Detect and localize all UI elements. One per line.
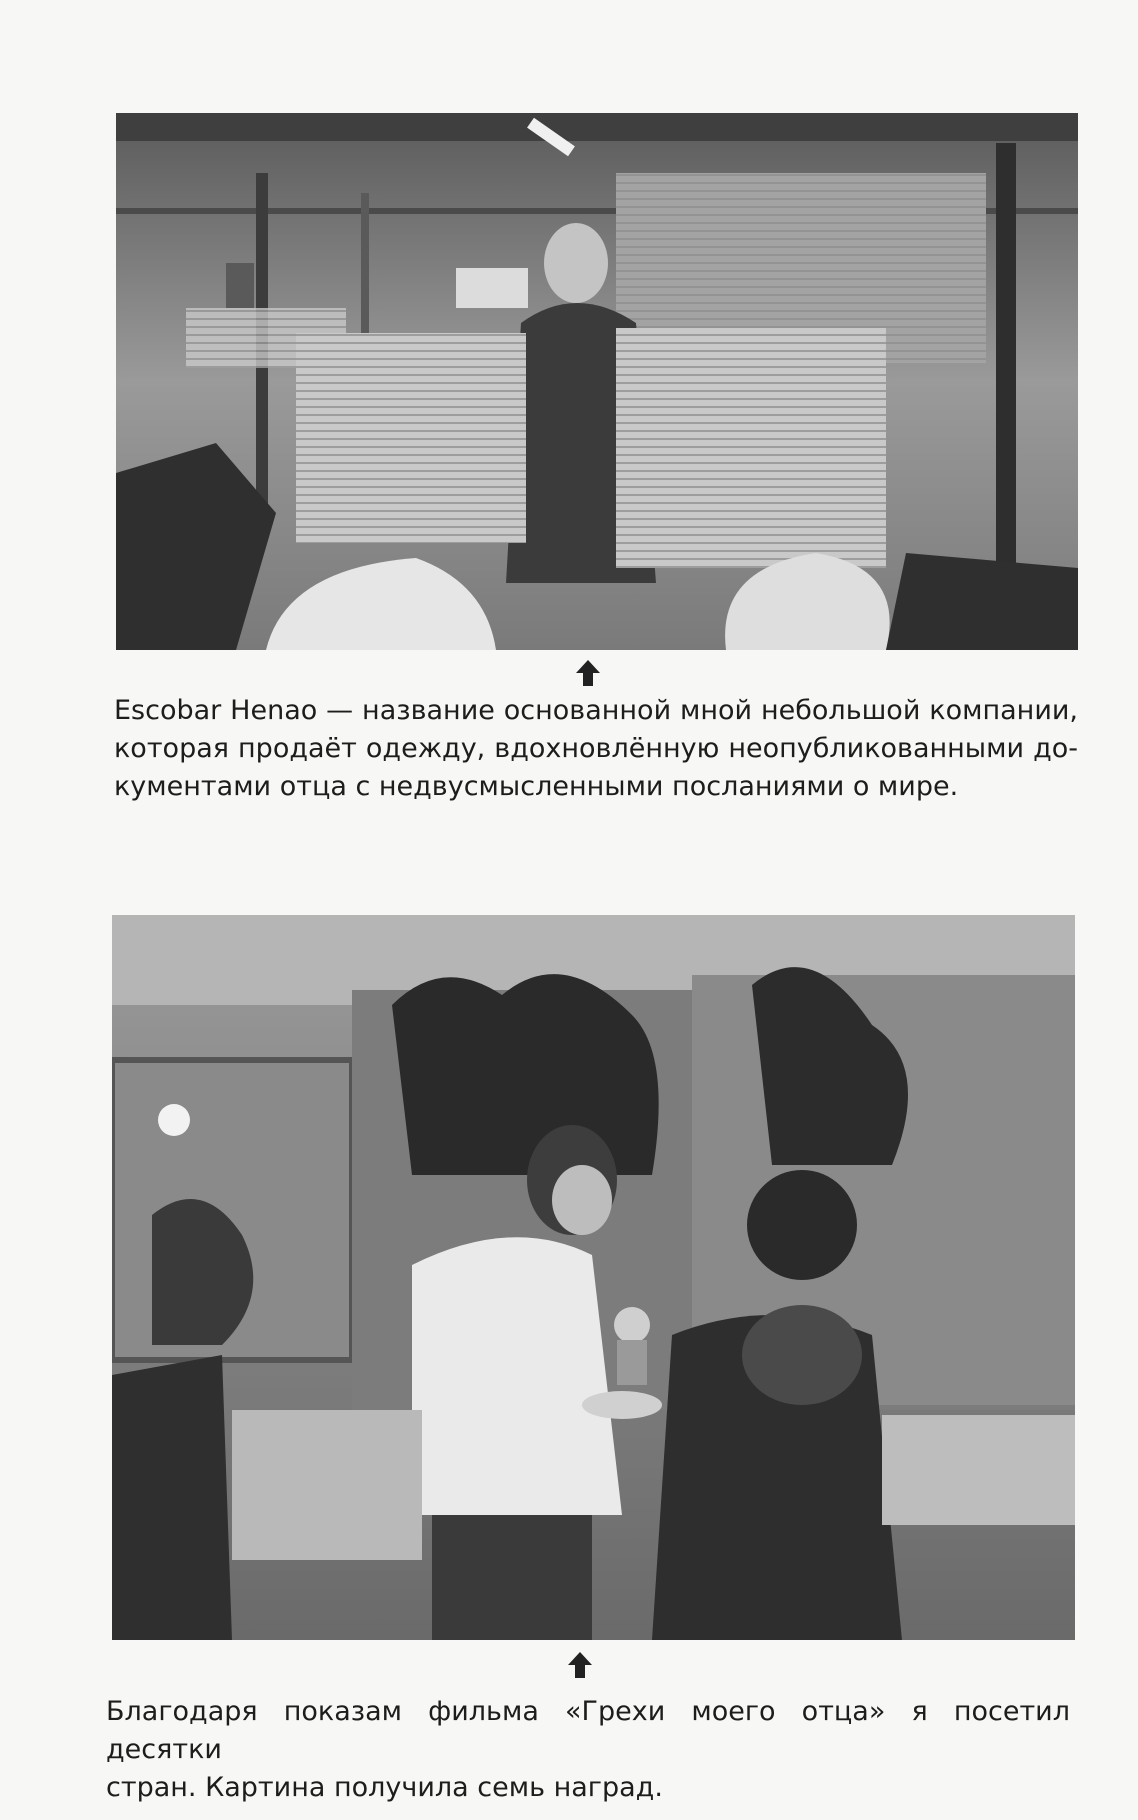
arrow-up-icon <box>566 1650 594 1680</box>
award-ceremony-photo <box>112 915 1075 1640</box>
arrow-up-icon <box>574 658 602 688</box>
award-ceremony-photo-image <box>112 915 1075 1640</box>
caption-top <box>114 692 1078 806</box>
caption-bottom <box>106 1693 1070 1807</box>
caption-line: стран. Картина получила семь наград. <box>106 1772 663 1803</box>
caption-line: Escobar Henao — название основанной мной небольшой компании, <box>114 695 1078 726</box>
caption-line: Благодаря показам фильма «Грехи моего отца» я посетил десятки <box>106 1696 1070 1765</box>
warehouse-photo <box>116 113 1078 650</box>
caption-line: которая продаёт одежду, вдохновлённую неопубликованными до- <box>114 733 1078 764</box>
warehouse-photo-image <box>116 113 1078 650</box>
caption-line: кументами отца с недвусмысленными посланиями о мире. <box>114 771 959 802</box>
